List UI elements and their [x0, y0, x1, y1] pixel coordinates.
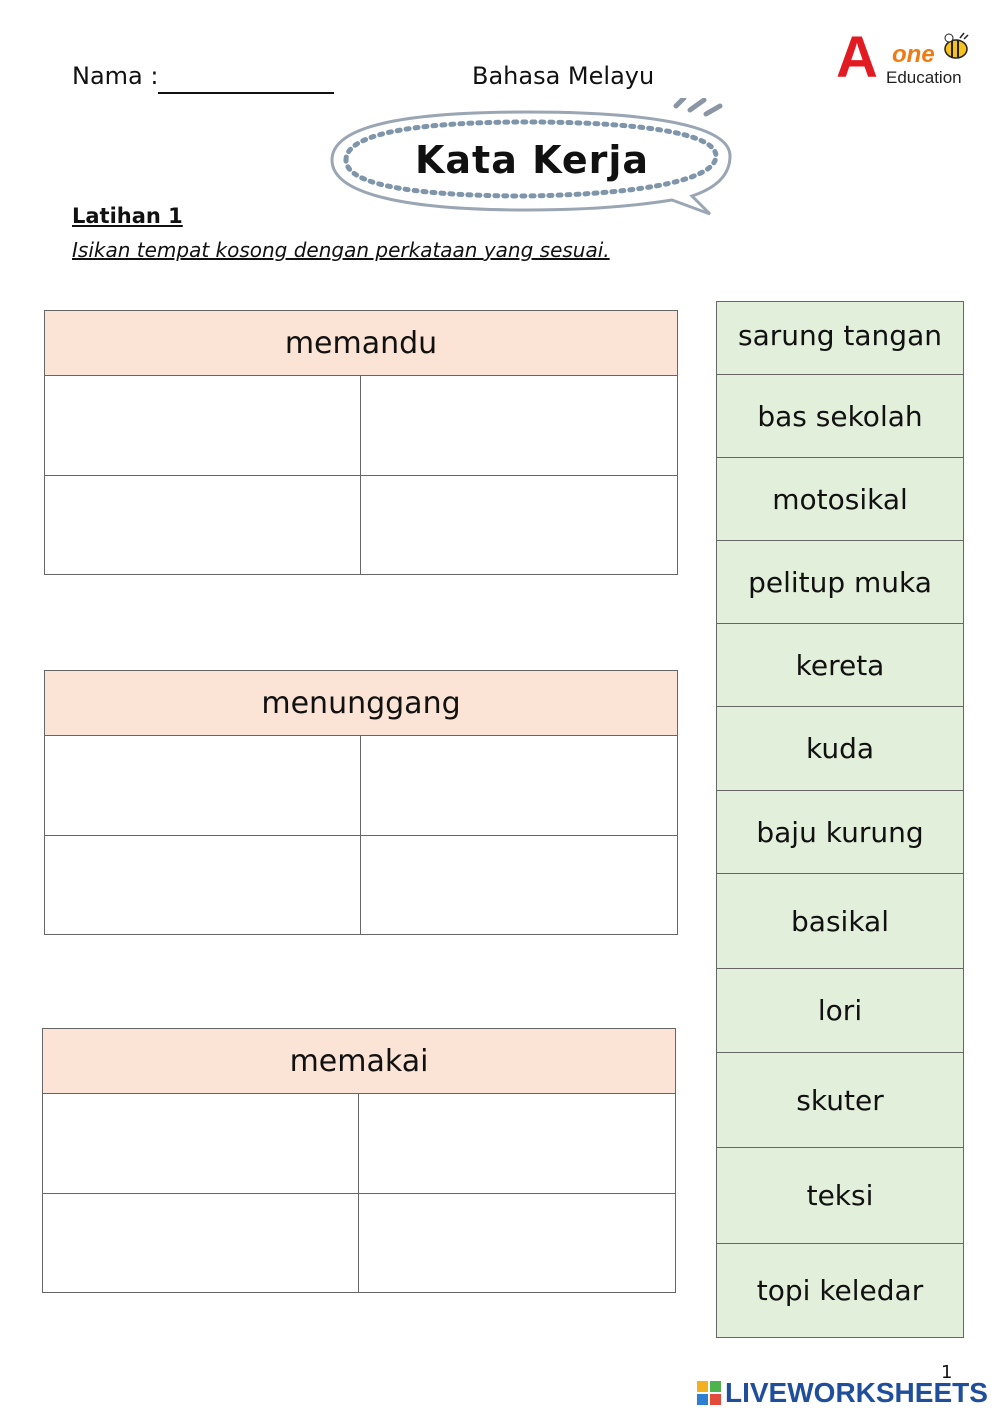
word-bank — [716, 301, 964, 1338]
liveworksheets-text: LIVEWORKSHEETS — [725, 1377, 988, 1408]
word-bank-item[interactable]: lori — [717, 969, 963, 1053]
liveworksheets-icon — [697, 1381, 721, 1405]
verb-header: memandu — [45, 311, 677, 376]
exercise-instruction: Isikan tempat kosong dengan perkataan yang sesuai. — [72, 238, 610, 262]
subject-label: Bahasa Melayu — [472, 62, 655, 90]
word-bank-item[interactable]: pelitup muka — [717, 541, 963, 624]
page-number: 1 — [941, 1362, 953, 1383]
answer-drop-cell[interactable] — [359, 1194, 675, 1292]
verb-header: menunggang — [45, 671, 677, 736]
answer-drop-cell[interactable] — [359, 1094, 675, 1194]
verb-table-memakai — [42, 1028, 676, 1293]
verb-header: memakai — [43, 1029, 675, 1094]
word-bank-item[interactable]: basikal — [717, 874, 963, 969]
word-bank-item[interactable]: baju kurung — [717, 791, 963, 874]
answer-drop-cell[interactable] — [361, 376, 677, 476]
answer-drop-cell[interactable] — [43, 1094, 359, 1194]
answer-drop-cell[interactable] — [45, 736, 361, 836]
verb-table-menunggang — [44, 670, 678, 935]
logo-letter: A — [836, 25, 878, 90]
logo-one-text: one — [892, 41, 935, 68]
answer-drop-cell[interactable] — [45, 476, 361, 574]
word-bank-item[interactable]: motosikal — [717, 458, 963, 541]
word-bank-item[interactable]: teksi — [717, 1148, 963, 1244]
word-bank-item[interactable]: topi keledar — [756, 1274, 924, 1307]
name-label: Nama : — [72, 62, 159, 90]
page-title: Kata Kerja — [414, 138, 650, 182]
name-blank-line[interactable] — [158, 92, 334, 94]
word-bank-item[interactable]: skuter — [717, 1053, 963, 1148]
word-bank-item[interactable]: bas sekolah — [717, 375, 963, 458]
logo-education-text: Education — [886, 68, 962, 87]
answer-drop-cell[interactable] — [43, 1194, 359, 1292]
answer-drop-cell[interactable] — [45, 836, 361, 934]
answer-drop-cell[interactable] — [45, 376, 361, 476]
exercise-heading: Latihan 1 — [72, 204, 183, 228]
answer-drop-cell[interactable] — [361, 476, 677, 574]
answer-drop-cell[interactable] — [361, 836, 677, 934]
bee-icon — [940, 32, 970, 60]
verb-table-memandu — [44, 310, 678, 575]
word-bank-item[interactable]: sarung tangan — [717, 302, 963, 375]
word-bank-item[interactable]: kereta — [717, 624, 963, 707]
liveworksheets-brand — [697, 1377, 988, 1409]
aone-education-logo — [836, 25, 976, 94]
word-bank-item[interactable]: kuda — [717, 707, 963, 791]
answer-drop-cell[interactable] — [361, 736, 677, 836]
